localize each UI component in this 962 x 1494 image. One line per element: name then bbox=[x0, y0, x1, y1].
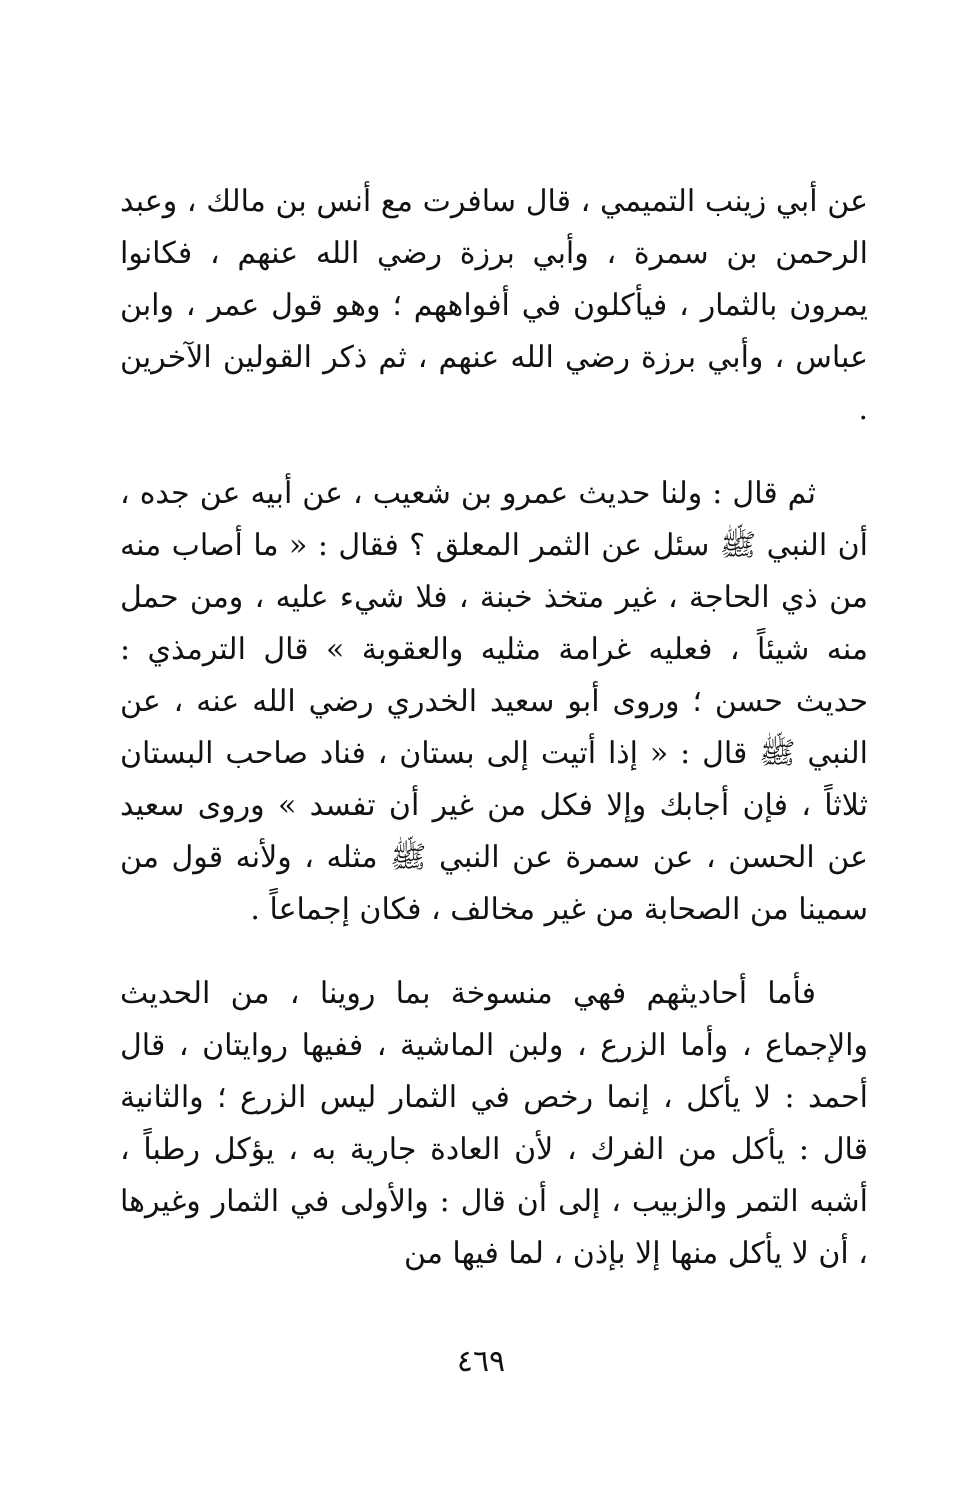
paragraph-3: فأما أحاديثهم فهي منسوخة بما روينا ، من الحديث والإجماع ، وأما الزرع ، ولبن الماشية ، ففيها روايتان ، قال أحمد : لا يأكل ، إنما رخص في الثمار ليس الزرع ؛ والثانية قال : يأكل من الفرك ، لأن العادة جارية به ، يؤكل رطباً ، أشبه التمر والزبيب ، إلى أن قال : والأولى في الثمار وغيرها ، أن لا يأكل منها إلا بإذن ، لما فيها من bbox=[120, 976, 868, 1271]
body-text bbox=[120, 176, 868, 1312]
paragraph-2: ثم قال : ولنا حديث عمرو بن شعيب ، عن أبيه عن جده ، أن النبي ﷺ سئل عن الثمر المعلق ؟ فقال : « ما أصاب منه من ذي الحاجة ، غير متخذ خبنة ، فلا شيء عليه ، ومن حمل منه شيئاً ، فعليه غرامة مثليه والعقوبة » قال الترمذي : حديث حسن ؛ وروى أبو سعيد الخدري رضي الله عنه ، عن النبي ﷺ قال : « إذا أتيت إلى بستان ، فناد صاحب البستان ثلاثاً ، فإن أجابك وإلا فكل من غير أن تفسد » وروى سعيد عن الحسن ، عن سمرة عن النبي ﷺ مثله ، ولأنه قول من سمينا من الصحابة من غير مخالف ، فكان إجماعاً . bbox=[120, 476, 868, 927]
page-number: ٤٦٩ bbox=[456, 1344, 506, 1379]
paragraph-1: عن أبي زينب التميمي ، قال سافرت مع أنس بن مالك ، وعبد الرحمن بن سمرة ، وأبي برزة رضي الله عنهم ، فكانوا يمرون بالثمار ، فيأكلون في أفواههم ؛ وهو قول عمر ، وابن عباس ، وأبي برزة رضي الله عنهم ، ثم ذكر القولين الآخرين . bbox=[120, 184, 868, 427]
